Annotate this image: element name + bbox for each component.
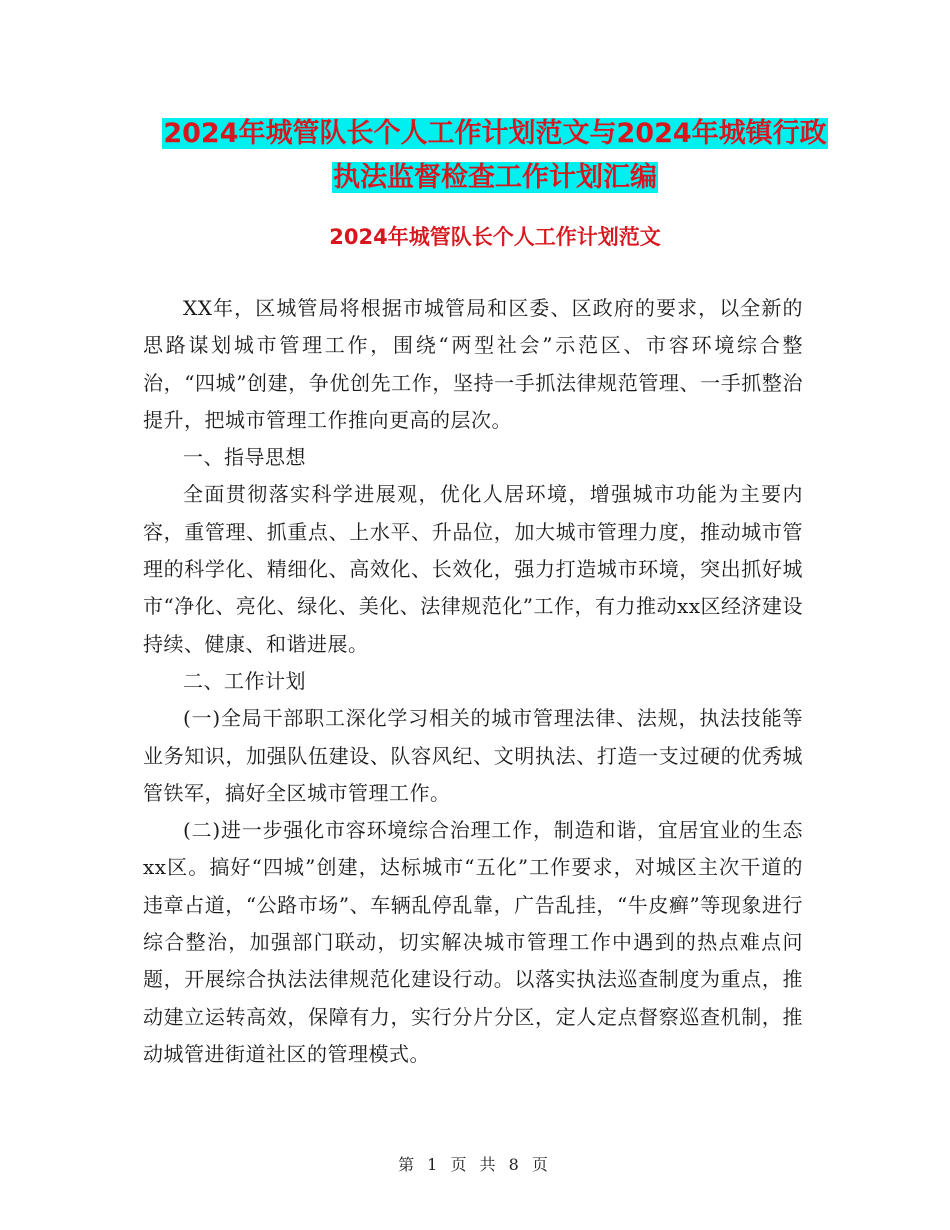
document-title-line-2: 执法监督检查工作计划汇编 [333, 162, 657, 193]
paragraph-plan-item-2: (二)进一步强化市容环境综合治理工作，制造和谐，宜居宜业的生态xx区。搞好“四城”创建，达标城市“五化”工作要求，对城区主次干道的违章占道，“公路市场”、车辆乱停乱靠，广告乱挂，“牛皮癣”等现象进行综合整治，加强部门联动，切实解决城市管理工作中遇到的热点难点问题，开展综合执法法律规范化建设行动。以落实执法巡查制度为重点，推动建立运转高效，保障有力，实行分片分区，定人定点督察巡查机制，推动城管进街道社区的管理模式。 [143, 818, 803, 1066]
page-number-footer: 第 1 页 共 8 页 [398, 1155, 552, 1174]
document-body [143, 290, 803, 1073]
paragraph-guiding-ideology: 全面贯彻落实科学进展观，优化人居环境，增强城市功能为主要内容，重管理、抓重点、上水平、升品位，加大城市管理力度，推动城市管理的科学化、精细化、高效化、长效化，强力打造城市环境，突出抓好城市“净化、亮化、绿化、美化、法律规范化”工作，有力推动xx区经济建设持续、健康、和谐进展。 [143, 482, 804, 656]
heading-work-plan: 二、工作计划 [183, 668, 306, 693]
paragraph-intro: XX年，区城管局将根据市城管局和区委、区政府的要求，以全新的思路谋划城市管理工作，围绕“两型社会”示范区、市容环境综合整治，“四城”创建，争优创先工作，坚持一手抓法律规范管理、一手抓整治提升，把城市管理工作推向更高的层次。 [143, 296, 803, 432]
document-title [140, 112, 850, 200]
document-title-line-1: 2024年城管队长个人工作计划范文与2024年城镇行政 [163, 118, 827, 149]
section-title: 2024年城管队长个人工作计划范文 [329, 225, 661, 249]
heading-guiding-ideology: 一、指导思想 [183, 445, 306, 470]
paragraph-plan-item-1: (一)全局干部职工深化学习相关的城市管理法律、法规，执法技能等业务知识，加强队伍建设、队容风纪、文明执法、打造一支过硬的优秀城管铁军，搞好全区城市管理工作。 [143, 706, 803, 805]
